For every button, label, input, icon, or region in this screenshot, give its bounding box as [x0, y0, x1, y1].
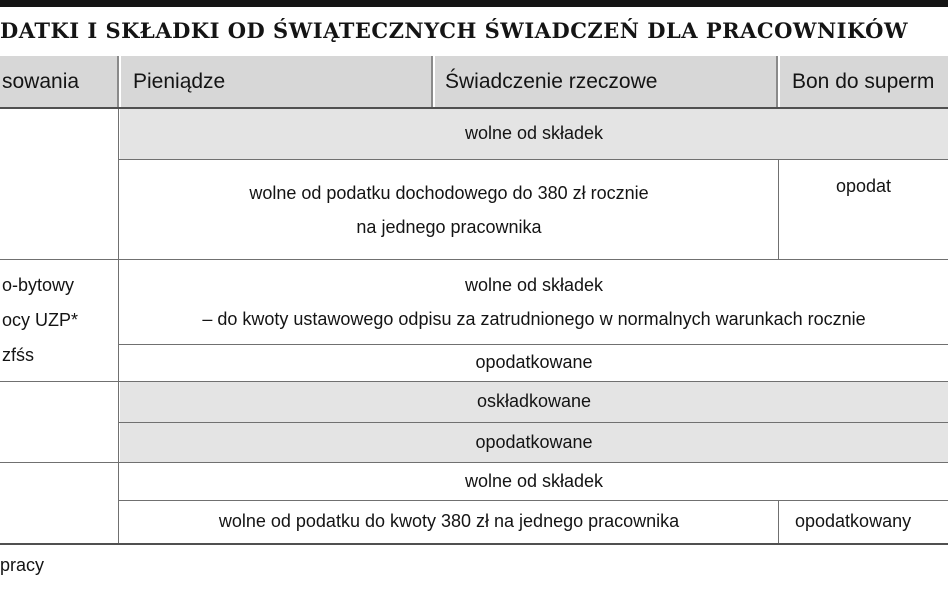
- top-rule: [0, 0, 948, 7]
- row-taxed: opodatkowane: [120, 423, 948, 462]
- row-social-fund-exempt-line2: – do kwoty ustawowego odpisu za zatrudnionego w normalnych warunkach rocznie: [202, 309, 866, 329]
- grid-line: [0, 462, 948, 463]
- row-social-fund-exempt: [120, 260, 948, 344]
- table-title: DATKI I SKŁADKI OD ŚWIĄTECZNYCH ŚWIADCZEŃ DLA PRACOWNIKÓW: [0, 18, 909, 43]
- row-tax-exempt-380: [120, 160, 778, 259]
- grid-line: [119, 344, 948, 345]
- row-other-contributions-exempt: wolne od składek: [120, 463, 948, 500]
- label-social-fund: [0, 260, 119, 381]
- grid-line: [0, 107, 948, 109]
- grid-line: [778, 159, 779, 260]
- footnote: pracy: [0, 555, 45, 575]
- label-social-fund-line1: o-bytowy: [2, 275, 75, 295]
- row-voucher-taxed: opodat: [779, 160, 948, 259]
- row-contributions-charged: oskładkowane: [120, 382, 948, 422]
- grid-line: [119, 422, 948, 423]
- grid-line: [0, 259, 948, 260]
- row-contributions-exempt: wolne od składek: [120, 109, 948, 159]
- row-social-fund-exempt-line1: wolne od składek: [464, 275, 604, 295]
- label-other-source: [0, 463, 119, 543]
- label-other-funds: [0, 382, 119, 462]
- header-in-kind-benefit: Świadczenie rzeczowe: [435, 56, 778, 107]
- row-other-voucher-taxed: opodatkowany: [779, 501, 948, 543]
- header-supermarket-voucher: Bon do superm: [780, 56, 948, 107]
- label-social-fund-line3: zfśs: [2, 345, 35, 365]
- label-social-fund-line2: ocy UZP*: [2, 310, 79, 330]
- label-employer-funds: [0, 109, 119, 259]
- row-other-tax-exempt: wolne od podatku do kwoty 380 zł na jednego pracownika: [120, 501, 778, 543]
- grid-line: [118, 107, 119, 543]
- row-tax-exempt-380-line2: na jednego pracownika: [356, 216, 542, 237]
- header-money: Pieniądze: [121, 56, 433, 107]
- row-tax-exempt-380-line1: wolne od podatku dochodowego do 380 zł rocznie: [249, 182, 649, 203]
- row-social-fund-taxed: opodatkowane: [120, 345, 948, 381]
- grid-line: [778, 500, 779, 543]
- grid-line: [119, 159, 948, 160]
- header-source-of-funding: sowania: [0, 56, 119, 107]
- grid-line: [0, 381, 948, 382]
- grid-line: [0, 543, 948, 545]
- grid-line: [119, 500, 948, 501]
